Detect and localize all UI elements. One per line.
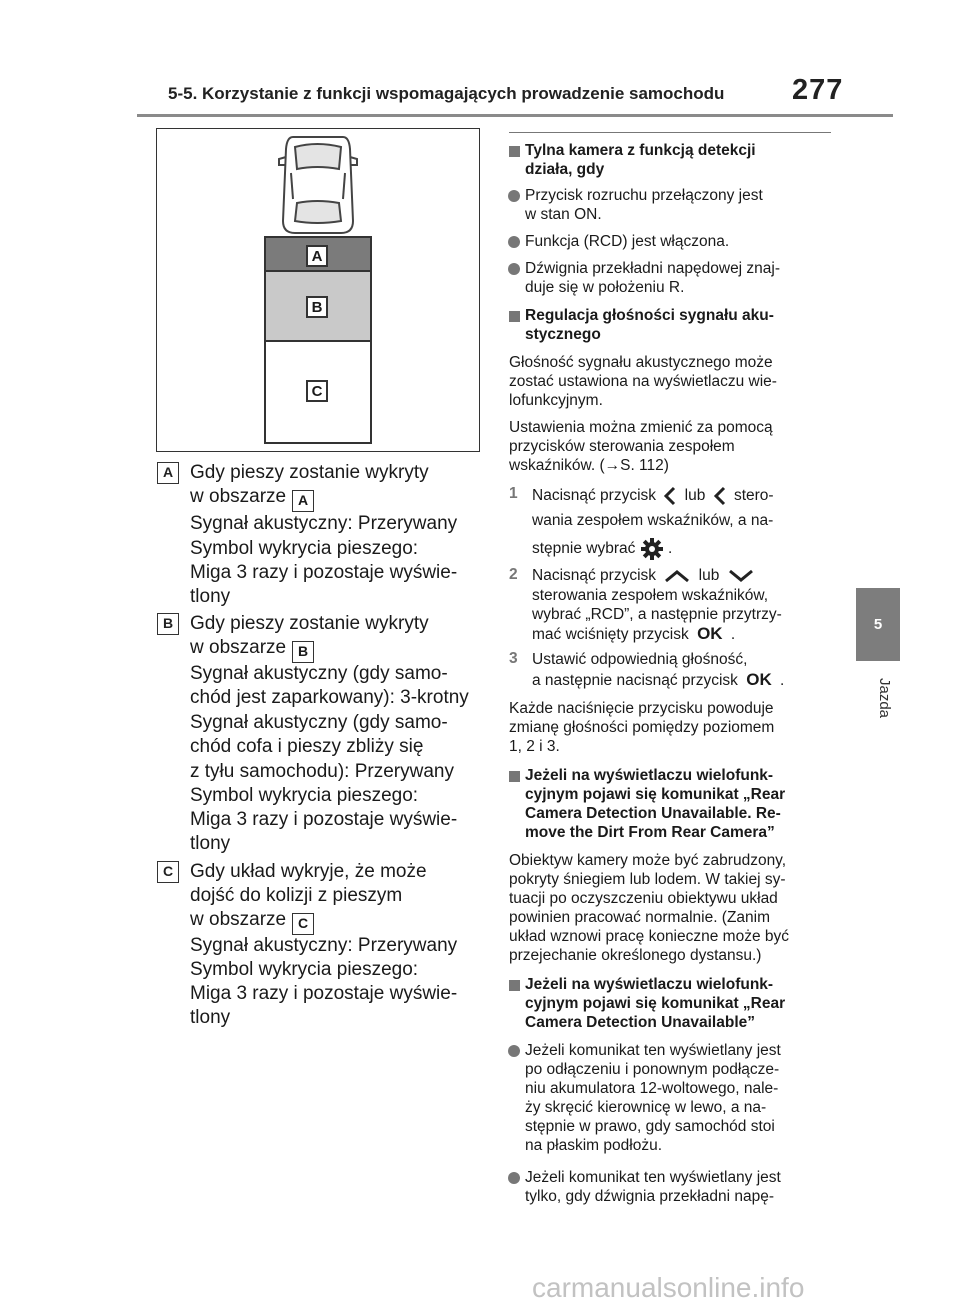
- item-a-line-text: w obszarze: [190, 486, 287, 507]
- chevron-left-icon: [710, 485, 730, 507]
- step-text: .: [668, 540, 673, 558]
- chapter-tab-label: Jazda: [876, 678, 893, 719]
- item-c-line: [190, 908, 314, 935]
- bullet-text: niu akumulatora 12-woltowego, nale-: [525, 1080, 779, 1097]
- bullet-text: ży skręcić kierownicę w lewo, a na-: [525, 1099, 767, 1116]
- zone-b-label: B: [306, 296, 328, 318]
- bullet-text: po odłączeniu i ponownym podłącze-: [525, 1061, 780, 1078]
- section-heading: działa, gdy: [525, 161, 605, 178]
- item-c-line: Symbol wykrycia pieszego:: [190, 959, 419, 980]
- bullet-dot: [508, 1045, 520, 1057]
- item-c-line: Gdy układ wykryje, że może: [190, 861, 427, 882]
- item-b-line: Miga 3 razy i pozostaje wyświe-: [190, 809, 458, 830]
- chapter-tab[interactable]: 5: [856, 588, 900, 661]
- step-number: 1: [509, 485, 518, 502]
- step-text: stero-: [733, 487, 774, 505]
- paragraph-line: wskaźników. (→S. 112): [509, 457, 669, 474]
- bullet-dot: [508, 190, 520, 202]
- item-b-inline-badge: B: [292, 641, 314, 663]
- item-b-line: Gdy pieszy zostanie wykryty: [190, 613, 429, 634]
- item-c-inline-badge: C: [292, 913, 314, 935]
- watermark: carmanualsonline.info: [532, 1272, 805, 1303]
- section-marker: [509, 980, 520, 991]
- paragraph-line: przejechanie określonego dystansu.): [509, 947, 762, 964]
- item-b-line: Sygnał akustyczny (gdy samo-: [190, 712, 448, 733]
- step-line: sterowania zespołem wskaźników,: [532, 587, 769, 604]
- item-c-line: Sygnał akustyczny: Przerywany: [190, 935, 458, 956]
- section-heading: Regulacja głośności sygnału aku-: [525, 307, 774, 324]
- step-line: [532, 624, 735, 644]
- step-text: lub: [698, 567, 720, 584]
- item-b-line-text: w obszarze: [190, 637, 287, 658]
- running-header-title: 5-5. Korzystanie z funkcji wspomagających prowadzenie samochodu: [168, 84, 725, 103]
- step-text: a następnie nacisnąć przycisk: [532, 672, 738, 689]
- chevron-up-icon: [660, 568, 694, 584]
- section-heading: cyjnym pojawi się komunikat „Rear: [525, 995, 786, 1012]
- bullet-dot: [508, 236, 520, 248]
- item-c-badge: C: [157, 861, 179, 883]
- step-text: lub: [684, 487, 706, 505]
- car-and-zones-drawing: [157, 129, 479, 451]
- paragraph-line: tuacji po oczyszczeniu obiektywu układ: [509, 890, 778, 907]
- bullet-text: Przycisk rozruchu przełączony jest: [525, 187, 763, 204]
- step-text: .: [730, 626, 736, 643]
- item-b-line: chód jest zaparkowany): 3-krotny: [190, 687, 469, 708]
- item-a-line: Symbol wykrycia pieszego:: [190, 538, 419, 559]
- step-number: 3: [509, 650, 518, 667]
- section-heading: Camera Detection Unavailable”: [525, 1014, 756, 1031]
- bullet-text: Jeżeli komunikat ten wyświetlany jest: [525, 1169, 781, 1186]
- paragraph-line: lofunkcyjnym.: [509, 392, 603, 409]
- header-rule: [137, 114, 893, 117]
- bullet-text: Jeżeli komunikat ten wyświetlany jest: [525, 1042, 781, 1059]
- paragraph-line: układ wznowi pracę konieczne może być: [509, 928, 789, 945]
- step-line: wybrać „RCD”, a następnie przytrzy-: [532, 606, 782, 623]
- section-heading: stycznego: [525, 326, 601, 343]
- item-b-line: Sygnał akustyczny (gdy samo-: [190, 663, 448, 684]
- bullet-dot: [508, 1172, 520, 1184]
- bullet-text: w stan ON.: [525, 206, 602, 223]
- paragraph-line: Głośność sygnału akustycznego może: [509, 354, 773, 371]
- bullet-text: tylko, gdy dźwignia przekładni napę-: [525, 1188, 774, 1205]
- step-line: [532, 537, 672, 561]
- step-line: Ustawić odpowiednią głośność,: [532, 651, 748, 668]
- bullet-text: Dźwignia przekładni napędowej znaj-: [525, 260, 781, 277]
- item-b-line: tlony: [190, 833, 231, 854]
- item-c-line: Miga 3 razy i pozostaje wyświe-: [190, 983, 458, 1004]
- item-c-line-text: w obszarze: [190, 909, 287, 930]
- step-line: [532, 485, 774, 507]
- bullet-dot: [508, 263, 520, 275]
- section-heading: Jeżeli na wyświetlaczu wielofunk-: [525, 767, 774, 784]
- item-b-badge: B: [157, 613, 179, 635]
- step-line: [532, 670, 784, 690]
- section-heading: Tylna kamera z funkcją detekcji: [525, 142, 756, 159]
- paragraph-line: 1, 2 i 3.: [509, 738, 560, 755]
- section-marker: [509, 771, 520, 782]
- item-b-line: chód cofa i pieszy zbliży się: [190, 736, 424, 757]
- bullet-text: stępnie w prawo, gdy samochód stoi: [525, 1118, 775, 1135]
- step-text: .: [780, 672, 785, 689]
- section-heading: cyjnym pojawi się komunikat „Rear: [525, 786, 786, 803]
- item-a-line: Miga 3 razy i pozostaje wyświe-: [190, 562, 458, 583]
- detection-zones-diagram: [156, 128, 480, 452]
- step-line: wania zespołem wskaźników, a na-: [532, 512, 774, 529]
- step-text: stępnie wybrać: [532, 540, 636, 558]
- section-heading: move the Dirt From Rear Camera”: [525, 824, 775, 841]
- section-marker: [509, 311, 520, 322]
- paragraph-line: Każde naciśnięcie przycisku powoduje: [509, 700, 774, 717]
- bullet-text: na płaskim podłożu.: [525, 1137, 662, 1154]
- item-a-line: tlony: [190, 586, 231, 607]
- ok-button-symbol: OK: [746, 670, 772, 689]
- section-marker: [509, 146, 520, 157]
- paragraph-line: przycisków sterowania zespołem: [509, 438, 735, 455]
- item-a-inline-badge: A: [292, 490, 314, 512]
- item-a-line: Gdy pieszy zostanie wykryty: [190, 462, 429, 483]
- zone-c-label: C: [306, 380, 328, 402]
- paragraph-line: Obiektyw kamery może być zabrudzony,: [509, 852, 787, 869]
- zone-a-label: A: [306, 245, 328, 267]
- step-line: [532, 566, 758, 585]
- item-b-line: z tyłu samochodu): Przerywany: [190, 761, 454, 782]
- paragraph-line: zmianę głośności pomiędzy poziomem: [509, 719, 775, 736]
- paragraph-line: Ustawienia można zmienić za pomocą: [509, 419, 773, 436]
- car-top-view-icon: [279, 137, 357, 233]
- chevron-down-icon: [724, 568, 758, 584]
- gear-icon: [640, 537, 664, 561]
- item-b-line: Symbol wykrycia pieszego:: [190, 785, 419, 806]
- step-number: 2: [509, 566, 518, 583]
- page-number: 277: [792, 74, 844, 106]
- chevron-left-icon: [660, 485, 680, 507]
- item-c-line: dojść do kolizji z pieszym: [190, 885, 403, 906]
- item-a-badge: A: [157, 462, 179, 484]
- paragraph-line: powinien pracować normalnie. (Zanim: [509, 909, 771, 926]
- item-c-line: tlony: [190, 1007, 231, 1028]
- step-text: Nacisnąć przycisk: [532, 487, 657, 505]
- item-a-line: Sygnał akustyczny: Przerywany: [190, 513, 458, 534]
- step-text: Nacisnąć przycisk: [532, 567, 657, 584]
- step-text: mać wciśnięty przycisk: [532, 626, 689, 643]
- section-heading: Jeżeli na wyświetlaczu wielofunk-: [525, 976, 774, 993]
- item-b-line: [190, 636, 314, 663]
- section-rule: [509, 132, 831, 133]
- paragraph-line: zostać ustawiona na wyświetlaczu wie-: [509, 373, 777, 390]
- ok-button-symbol: OK: [697, 624, 723, 643]
- section-heading: Camera Detection Unavailable. Re-: [525, 805, 781, 822]
- item-a-line: [190, 485, 314, 512]
- bullet-text: Funkcja (RCD) jest włączona.: [525, 233, 730, 250]
- paragraph-line: pokryty śniegiem lub lodem. W takiej sy-: [509, 871, 786, 888]
- bullet-text: duje się w położeniu R.: [525, 279, 685, 296]
